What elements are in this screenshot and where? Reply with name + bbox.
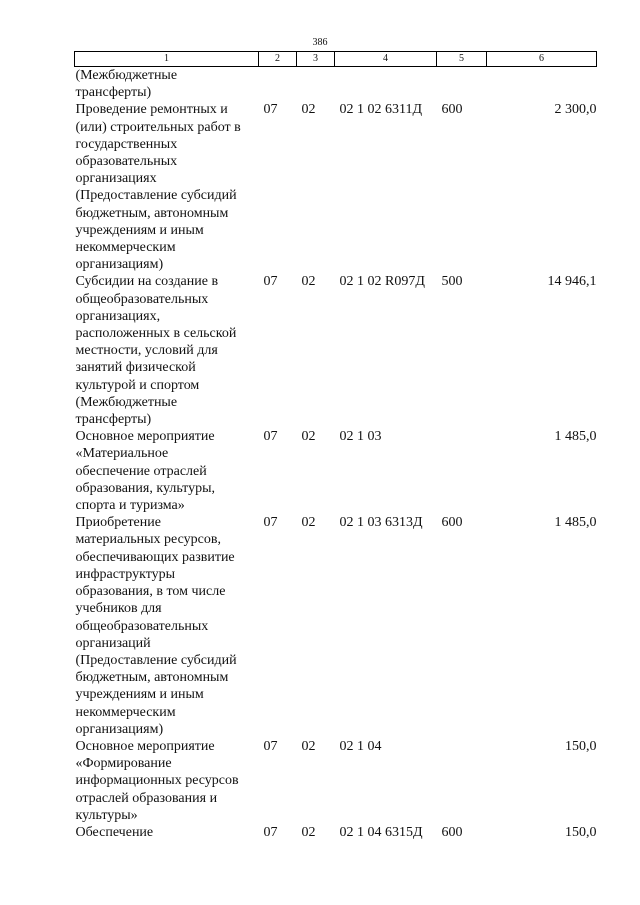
- row-name-line: местности, условий для: [75, 343, 218, 359]
- row-target-article: 02 1 02 R097Д: [339, 274, 425, 290]
- table-row: [75, 67, 597, 102]
- row-razdel: 07: [263, 515, 278, 531]
- row-name: [75, 514, 259, 738]
- row-name-line: бюджетным, автономным: [75, 670, 229, 686]
- row-name-line: образовательных: [75, 154, 178, 170]
- row-amount: 14 946,1: [547, 274, 597, 290]
- row-name: [75, 738, 259, 824]
- row-expense-type: 600: [441, 824, 463, 840]
- row-name-line: (или) строительных работ в: [75, 119, 241, 135]
- row-target-article: 02 1 04 6315Д: [339, 824, 423, 840]
- row-name-line: учебников для: [75, 601, 162, 617]
- table-row: [75, 824, 597, 841]
- row-podrazdel: 02: [301, 515, 316, 531]
- row-name-line: образования, культуры,: [75, 480, 216, 496]
- row-razdel: [259, 67, 297, 102]
- row-name-line: обеспечивающих развитие: [75, 549, 235, 565]
- row-name-line: культуры»: [75, 807, 138, 823]
- row-target-article: 02 1 02 6311Д: [339, 102, 423, 118]
- row-name-line: инфраструктуры: [75, 566, 176, 582]
- row-amount: 1 485,0: [554, 429, 597, 445]
- budget-table: [74, 51, 597, 841]
- row-name-line: Проведение ремонтных и: [75, 102, 228, 118]
- row-expense-type: [437, 428, 487, 514]
- row-name-line: (Межбюджетные: [75, 68, 178, 83]
- row-podrazdel: 02: [301, 429, 316, 445]
- header-col-5: 5: [437, 52, 487, 67]
- row-name-line: (Предоставление субсидий: [75, 188, 237, 204]
- row-name-line: (Межбюджетные: [75, 394, 178, 410]
- row-target-article: 02 1 03 6313Д: [339, 515, 423, 531]
- row-target-article: 02 1 03: [339, 429, 382, 445]
- row-name-line: занятий физической: [75, 360, 196, 376]
- table-row: [75, 273, 597, 428]
- row-name-line: Приобретение: [75, 515, 161, 531]
- row-name-line: материальных ресурсов,: [75, 532, 221, 548]
- row-name-line: информационных ресурсов: [75, 773, 239, 789]
- row-name-line: «Материальное: [75, 446, 169, 462]
- row-name-line: общеобразовательных: [75, 618, 209, 634]
- row-amount: 1 485,0: [554, 515, 597, 531]
- row-razdel: 07: [263, 102, 278, 118]
- row-name-line: организациях: [75, 171, 157, 187]
- row-name-line: трансферты): [75, 412, 152, 428]
- row-expense-type: 600: [441, 515, 463, 531]
- row-amount: 150,0: [565, 824, 597, 840]
- row-name-line: организаций: [75, 635, 151, 651]
- header-row: [75, 52, 597, 67]
- row-name-line: (Предоставление субсидий: [75, 652, 237, 668]
- row-name-line: некоммерческим: [75, 240, 176, 256]
- row-name-line: Основное мероприятие: [75, 738, 215, 754]
- row-name: [75, 273, 259, 428]
- header-col-1: 1: [75, 52, 259, 67]
- table-body: [75, 67, 597, 842]
- row-name: [75, 824, 259, 841]
- row-name-line: некоммерческим: [75, 704, 176, 720]
- table-row: [75, 514, 597, 738]
- row-podrazdel: 02: [301, 738, 316, 754]
- row-name-line: спорта и туризма»: [75, 498, 185, 514]
- row-expense-type: [437, 738, 487, 824]
- row-razdel: 07: [263, 274, 278, 290]
- row-name: [75, 67, 259, 102]
- row-name-line: общеобразовательных: [75, 291, 209, 307]
- row-name-line: учреждениям и иным: [75, 687, 204, 703]
- header-col-6: 6: [487, 52, 597, 67]
- row-amount: 2 300,0: [554, 102, 597, 118]
- table-row: [75, 101, 597, 273]
- row-razdel: 07: [263, 738, 278, 754]
- row-amount: [487, 67, 597, 102]
- row-name-line: культурой и спортом: [75, 377, 200, 393]
- header-col-2: 2: [259, 52, 297, 67]
- header-col-3: 3: [297, 52, 335, 67]
- row-name-line: обеспечение отраслей: [75, 463, 207, 479]
- row-name-line: Основное мероприятие: [75, 429, 215, 445]
- row-expense-type: 500: [441, 274, 463, 290]
- row-name-line: бюджетным, автономным: [75, 205, 229, 221]
- row-razdel: 07: [263, 429, 278, 445]
- row-name-line: трансферты): [75, 85, 152, 101]
- row-podrazdel: 02: [301, 274, 316, 290]
- row-podrazdel: 02: [301, 824, 316, 840]
- row-razdel: 07: [263, 824, 278, 840]
- row-amount: 150,0: [565, 738, 597, 754]
- row-name: [75, 428, 259, 514]
- row-name-line: «Формирование: [75, 756, 172, 772]
- row-name-line: учреждениям и иным: [75, 222, 204, 238]
- row-target-article: [335, 67, 437, 102]
- row-expense-type: 600: [441, 102, 463, 118]
- row-name-line: организациях,: [75, 308, 161, 324]
- row-name-line: Обеспечение: [75, 824, 154, 840]
- row-target-article: 02 1 04: [339, 738, 382, 754]
- row-name-line: организациям): [75, 721, 164, 737]
- page-number: 386: [312, 37, 328, 48]
- header-col-4: 4: [335, 52, 437, 67]
- row-expense-type: [437, 67, 487, 102]
- row-name-line: расположенных в сельской: [75, 326, 237, 342]
- row-name-line: образования, в том числе: [75, 584, 226, 600]
- row-name-line: Субсидии на создание в: [75, 274, 219, 290]
- row-name: [75, 101, 259, 273]
- row-podrazdel: 02: [301, 102, 316, 118]
- row-name-line: отраслей образования и: [75, 790, 218, 806]
- row-name-line: организациям): [75, 257, 164, 273]
- table-row: [75, 428, 597, 514]
- row-podrazdel: [297, 67, 335, 102]
- table-row: [75, 738, 597, 824]
- row-name-line: государственных: [75, 136, 178, 152]
